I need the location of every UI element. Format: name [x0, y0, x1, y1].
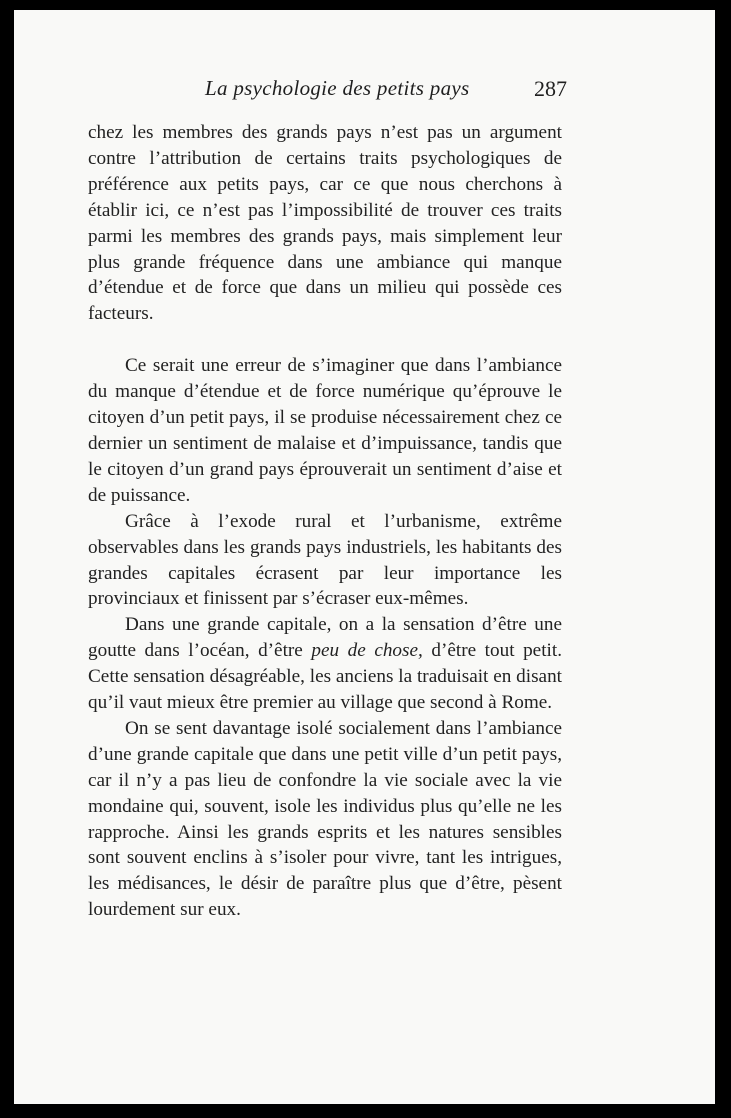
body-text: [88, 120, 562, 923]
paragraph-text: d’être tout petit. Cette sensation désagréable, les anciens la traduisait en disant qu’il vaut mieux être premier au village que second à Rome.: [88, 640, 562, 714]
paragraph-text: Dans une grande capitale, on a la sensation d’être une goutte dans l’océan, d’être: [88, 614, 562, 662]
paragraph-continued: chez les membres des grands pays n’est pas un argument contre l’attribution de certains traits psychologiques de préférence aux petits pays, car ce que nous cherchons à établir ici, ce n’est pas l’impossibilité de trouver ces traits parmi les membres des grands pays, mais simplement leur plus grande fréquence dans une ambiance qui manque d’étendue et de force que dans un milieu qui possède ces facteurs.: [88, 122, 562, 325]
page-number: 287: [534, 76, 567, 101]
paragraph: On se sent davantage isolé socialement dans l’ambiance d’une grande capitale que dans une petit ville d’un petit pays, car il n’y a pas lieu de confondre la vie sociale avec la vie mondaine qui, souvent, isole les individus plus qu’elle ne les rapproche. Ainsi les grands esprits et les natures sensibles sont souvent enclins à s’isoler pour vivre, tant les intrigues, les médisances, le désir de paraître plus que d’être, pèsent lourdement sur eux.: [88, 717, 562, 921]
running-title: La psychologie des petits pays: [205, 76, 470, 100]
italic-phrase: peu de chose,: [311, 640, 423, 662]
paragraph: Grâce à l’exode rural et l’urbanisme, extrême observables dans les grands pays industriels, les habitants des grandes capitales écrasent par leur importance les provinciaux et finissent par s’écraser eux-mêmes.: [88, 510, 562, 610]
page-header: [0, 76, 731, 110]
paragraph: [88, 612, 562, 716]
paragraph: Ce serait une erreur de s’imaginer que dans l’ambiance du manque d’étendue et de force numérique qu’éprouve le citoyen d’un petit pays, il se produise nécessairement chez ce dernier un sentiment de malaise et d’impuissance, tandis que le citoyen d’un grand pays éprouverait un sentiment d’aise et de puissance.: [88, 355, 562, 506]
